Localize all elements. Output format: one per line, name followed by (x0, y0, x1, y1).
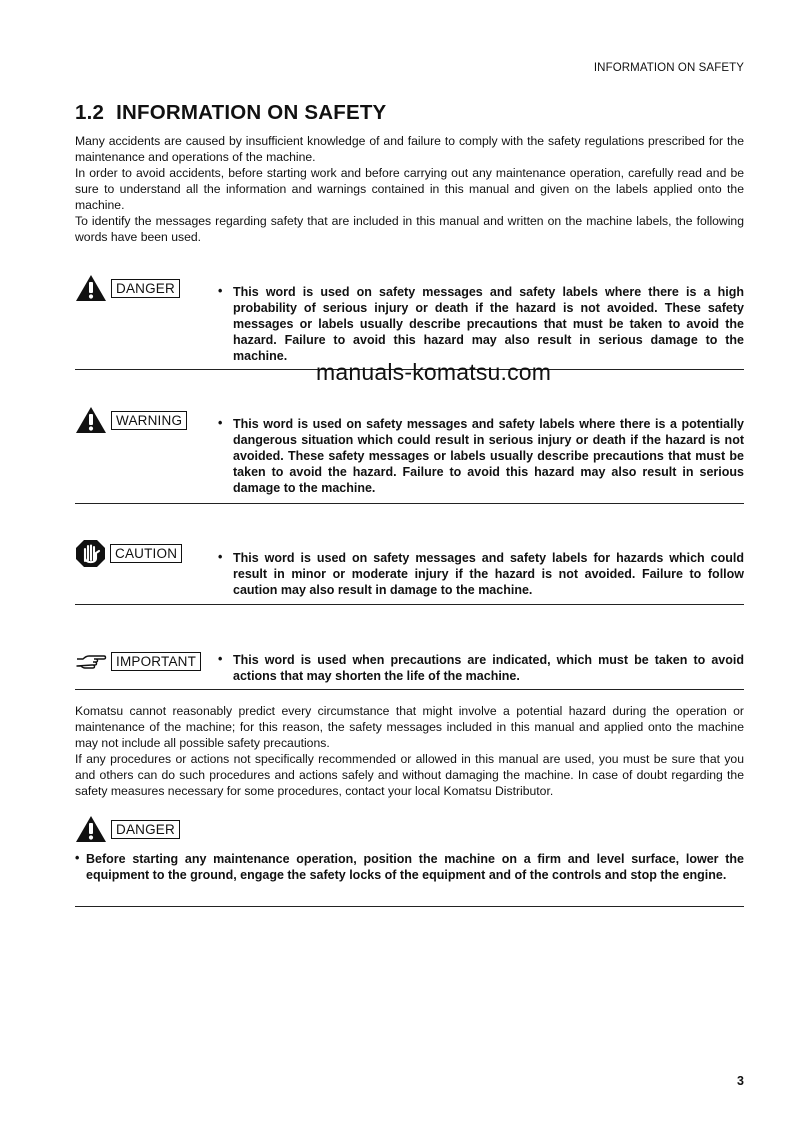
bullet: • (218, 652, 223, 666)
disclaimer-text (75, 703, 744, 799)
running-header: INFORMATION ON SAFETY (593, 62, 744, 74)
section-title-text: INFORMATION ON SAFETY (116, 101, 387, 124)
final-danger-label-group (75, 815, 180, 843)
divider (75, 604, 744, 605)
watermark: manuals-komatsu.com (316, 359, 552, 385)
bullet: • (218, 284, 223, 298)
intro-paragraph: In order to avoid accidents, before starting work and before carrying out any maintenance operation, carefully read and be sure to understand all the information and warnings contained in this manual and given on the labels applied onto the machine. (75, 166, 744, 212)
important-label-group (75, 651, 201, 671)
page-number: 3 (737, 1074, 744, 1088)
intro-paragraph: Many accidents are caused by insufficient knowledge of and failure to comply with the safety regulations prescribed for the maintenance and operations of the machine. (75, 134, 744, 164)
caution-label: CAUTION (110, 544, 182, 563)
danger-label: DANGER (111, 279, 180, 298)
warning-label-group (75, 406, 187, 434)
danger-label-group (75, 274, 180, 302)
stop-hand-icon (75, 539, 106, 568)
disclaimer-paragraph: If any procedures or actions not specifically recommended or allowed in this manual are used, you must be sure that you and others can do such procedures and actions safely and without damaging the machine. In case of doubt regarding the safety measures necessary for some procedures, contact your local Komatsu Distributor. (75, 752, 744, 798)
caution-label-group (75, 539, 182, 568)
section-title (75, 101, 386, 125)
important-label: IMPORTANT (111, 652, 201, 671)
important-description: This word is used when precautions are indicated, which must be taken to avoid actions that may shorten the life of the machine. (233, 653, 744, 683)
pointing-hand-icon (75, 651, 107, 671)
divider (75, 689, 744, 690)
final-danger-description: Before starting any maintenance operation, position the machine on a firm and level surface, lower the equipment to the ground, engage the safety locks of the equipment and of the controls and stop the engine. (86, 852, 744, 882)
warning-label: WARNING (111, 411, 187, 430)
bullet: • (218, 416, 223, 430)
bullet: • (75, 851, 80, 865)
intro-paragraph: To identify the messages regarding safety that are included in this manual and written on the machine labels, the following words have been used. (75, 214, 744, 244)
bullet: • (218, 550, 223, 564)
disclaimer-paragraph: Komatsu cannot reasonably predict every circumstance that might involve a potential hazard during the operation or maintenance of the machine; for this reason, the safety messages included in this manual and applied onto the machine may not include all possible safety precautions. (75, 704, 744, 750)
danger-description: This word is used on safety messages and safety labels where there is a high probability of serious injury or death if the hazard is not avoided. These safety messages or labels usually describe precautions that must be taken to avoid the hazard. Failure to avoid this hazard may also result in serious damage to the machine. (233, 285, 744, 363)
warning-triangle-icon (75, 815, 107, 843)
warning-description: This word is used on safety messages and safety labels where there is a potentially dangerous situation which could result in serious injury or death if the hazard is not avoided. These safety messages or labels usually describe precautions that must be taken to avoid the hazard. Failure to avoid this hazard may also result in serious damage to the machine. (233, 417, 744, 495)
warning-triangle-icon (75, 406, 107, 434)
section-number: 1.2 (75, 101, 105, 124)
warning-triangle-icon (75, 274, 107, 302)
intro-text (75, 133, 744, 245)
divider (75, 503, 744, 504)
caution-description: This word is used on safety messages and safety labels for hazards which could result in minor or moderate injury if the hazard is not avoided. Failure to follow caution may also result in damage to the machine. (233, 551, 744, 597)
final-danger-label: DANGER (111, 820, 180, 839)
divider (75, 906, 744, 907)
